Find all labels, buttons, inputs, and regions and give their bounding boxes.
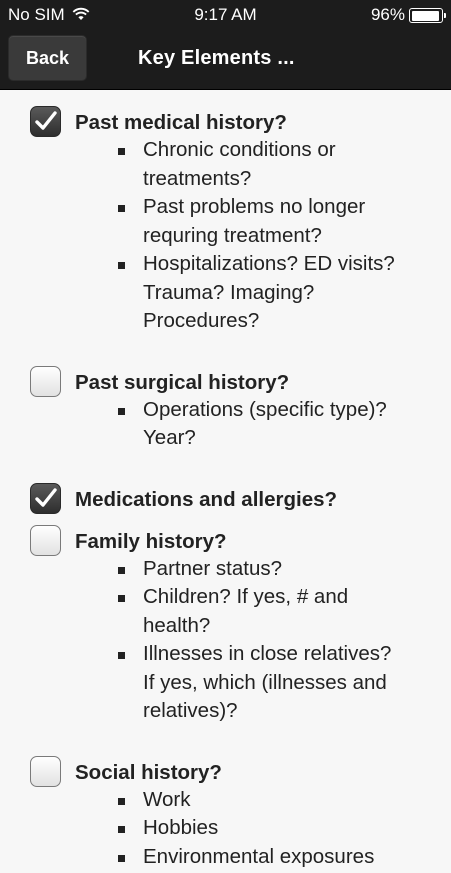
list-item-text: Illnesses in close relatives? (143, 642, 391, 666)
checkbox[interactable] (30, 106, 61, 137)
bullet-marker (118, 652, 125, 659)
list-item-text: requring treatment? (143, 224, 322, 248)
list-item-text: Operations (specific type)? (143, 398, 387, 422)
list-item-text: Procedures? (143, 309, 259, 333)
list-item-text: Hospitalizations? ED visits? (143, 252, 395, 276)
section-title: Past surgical history? (75, 371, 289, 395)
bullet-marker (118, 595, 125, 602)
checkbox[interactable] (30, 756, 61, 787)
list-item-text: health? (143, 614, 210, 638)
bullet-marker (118, 567, 125, 574)
list-item-text: Environmental exposures (143, 845, 374, 869)
list-item-text: treatments? (143, 167, 251, 191)
list-item-text: Year? (143, 426, 196, 450)
battery-icon (409, 8, 443, 23)
checklist[interactable] (0, 90, 451, 800)
page-title: Key Elements ... (138, 47, 295, 70)
bullet-marker (118, 798, 125, 805)
list-item-text: Past problems no longer (143, 195, 365, 219)
section-title: Family history? (75, 530, 227, 554)
bullet-marker (118, 262, 125, 269)
list-item-text: relatives)? (143, 699, 238, 723)
list-item-text: Chronic conditions or (143, 138, 336, 162)
checklist-section (0, 350, 451, 455)
list-item-text: Partner status? (143, 557, 282, 581)
checkmark-icon (33, 486, 58, 511)
checkbox[interactable] (30, 525, 61, 556)
back-button[interactable]: Back (8, 35, 87, 81)
section-title: Medications and allergies? (75, 488, 337, 512)
bullet-marker (118, 408, 125, 415)
list-item-text: Trauma? Imaging? (143, 281, 314, 305)
checkbox[interactable] (30, 366, 61, 397)
status-bar (0, 0, 451, 30)
list-item-text: If yes, which (illnesses and (143, 671, 387, 695)
bullet-marker (118, 826, 125, 833)
bullet-marker (118, 148, 125, 155)
navigation-bar (0, 30, 451, 90)
checklist-section (0, 90, 451, 338)
list-item-text: Hobbies (143, 816, 218, 840)
clock: 9:17 AM (0, 5, 451, 25)
list-item-text: Work (143, 788, 190, 812)
list-item-text: Children? If yes, # and (143, 585, 348, 609)
checklist-section (0, 740, 451, 873)
checkmark-icon (33, 109, 58, 134)
section-title: Past medical history? (75, 111, 287, 135)
section-title: Social history? (75, 761, 222, 785)
bullet-marker (118, 205, 125, 212)
carrier-label: No SIM (8, 5, 65, 25)
battery-percentage: 96% (371, 5, 405, 25)
checklist-section (0, 509, 451, 728)
bullet-marker (118, 855, 125, 862)
